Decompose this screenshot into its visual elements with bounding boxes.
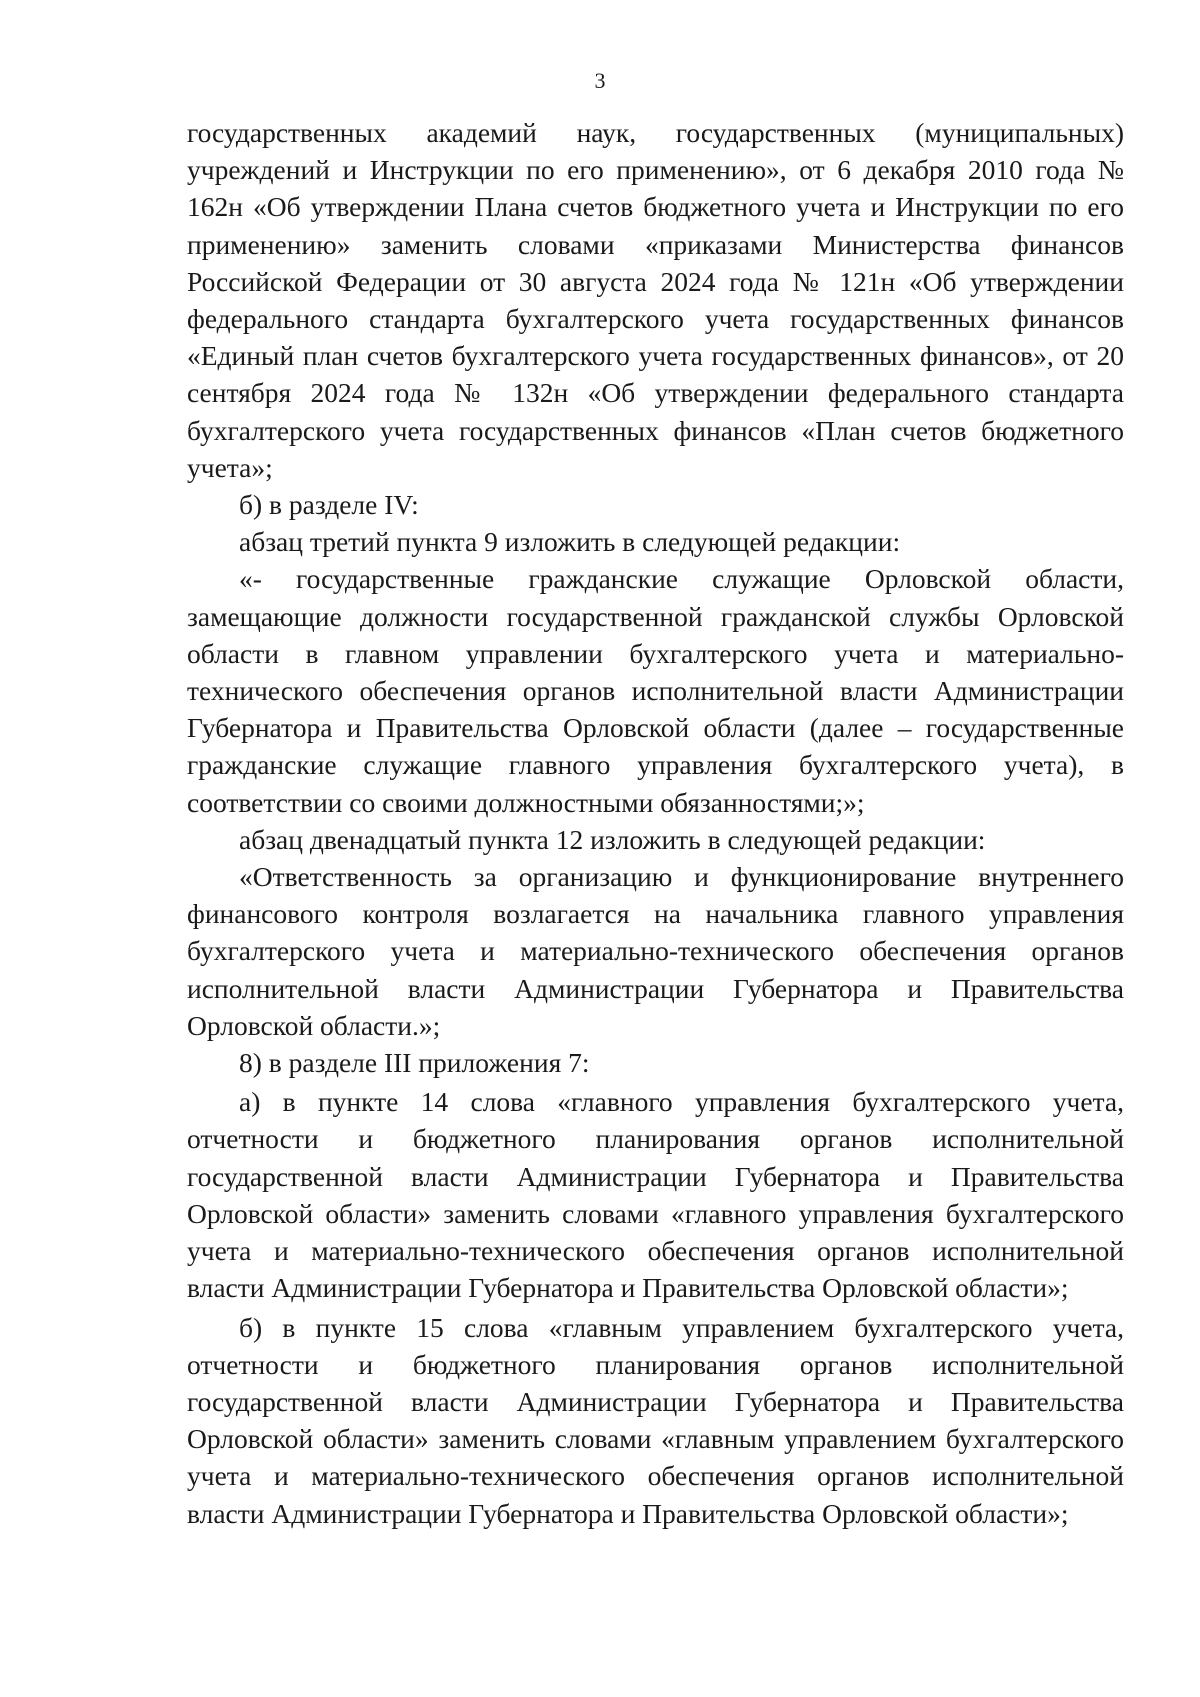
paragraph-item-15: б) в пункте 15 слова «главным управлением бухгалтерского учета, отчетности и бюджетного планирования органов исполнительной государственной власти Администрации Губернатора и Правительства Орловской области» заменить словами «главным управлением бухгалтерского учета и материально-технического обеспечения органов исполнительной власти Администрации Губернатора и Правительства Орловской области»;: [187, 1311, 1124, 1529]
paragraph-item-9-intro: абзац третий пункта 9 изложить в следующей редакции:: [239, 526, 901, 558]
document-body: [187, 114, 1124, 1532]
paragraph-item-9-text: «- государственные гражданские служащие Орловской области, замещающие должности государственной гражданской службы Орловской области в главном управлении бухгалтерского учета и материально-технического обеспечения органов исполнительной власти Администрации Губернатора и Правительства Орловской области (далее – государственные гражданские служащие главного управления бухгалтерского учета), в соответствии со своими должностными обязанностями;»;: [187, 563, 1124, 818]
paragraph-item-12-text: «Ответственность за организацию и функционирование внутреннего финансового контроля возлагается на начальника главного управления бухгалтерского учета и материально-технического обеспечения органов исполнительной власти Администрации Губернатора и Правительства Орловской области.»;: [187, 861, 1124, 1041]
paragraph-item-14: а) в пункте 14 слова «главного управления бухгалтерского учета, отчетности и бюджетного планирования органов исполнительной государственной власти Администрации Губернатора и Правительства Орловской области» заменить словами «главного управления бухгалтерского учета и материально-технического обеспечения органов исполнительной власти Администрации Губернатора и Правительства Орловской области»;: [187, 1086, 1124, 1304]
page-number: 3: [594, 68, 606, 93]
paragraph-section-iv: б) в разделе IV:: [239, 489, 419, 521]
paragraph-appendix-7: 8) в разделе III приложения 7:: [239, 1047, 590, 1079]
paragraph-continuation: государственных академий наук, государственных (муниципальных) учреждений и Инструкции по его применению», от 6 декабря 2010 года № 162н «Об утверждении Плана счетов бюджетного учета и Инструкции по его применению» заменить словами «приказами Министерства финансов Российской Федерации от 30 августа 2024 года № 121н «Об утверждении федерального стандарта бухгалтерского учета государственных финансов «Единый план счетов бухгалтерского учета государственных финансов», от 20 сентября 2024 года № 132н «Об утверждении федерального стандарта бухгалтерского учета государственных финансов «План счетов бюджетного учета»;: [187, 117, 1124, 483]
paragraph-item-12-intro: абзац двенадцатый пункта 12 изложить в следующей редакции:: [239, 823, 986, 855]
